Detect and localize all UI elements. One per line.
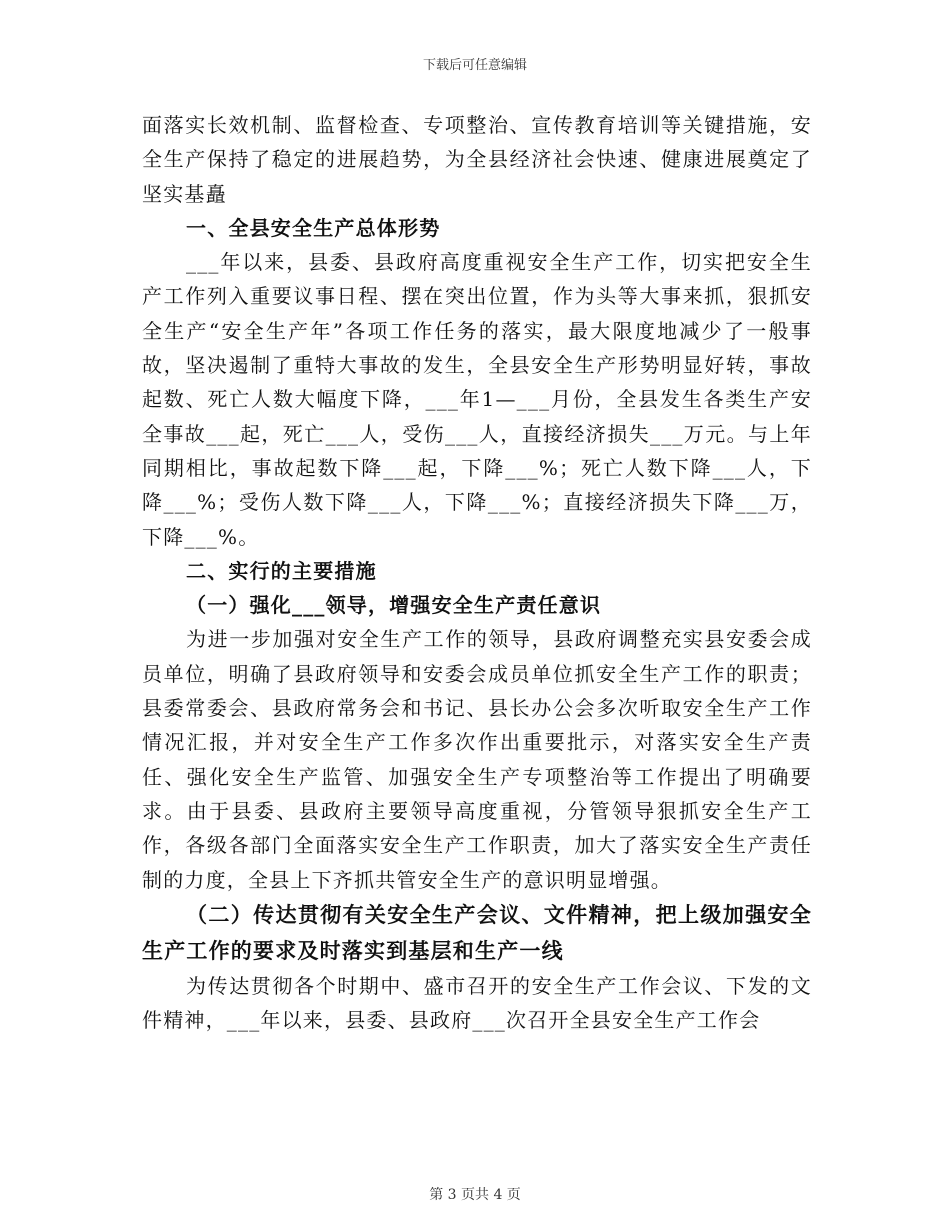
paragraph-intro: 面落实长效机制、监督检查、专项整治、宣传教育培训等关键措施，安全生产保持了稳定的进展趋势，为全县经济社会快速、健康进展奠定了坚实基矗 — [142, 113, 812, 206]
page-footer: 第 3 页共 4 页 — [429, 1187, 521, 1203]
document-body — [142, 108, 812, 1037]
paragraph-meetings: 为传达贯彻各个时期中、盛市召开的安全生产工作会议、下发的文件精神，___年以来，县委、县政府___次召开全县安全生产工作会 — [142, 973, 812, 1033]
paragraph-situation: ___年以来，县委、县政府高度重视安全生产工作，切实把安全生产工作列入重要议事日程、摆在突出位置，作为头等大事来抓，狠抓安全生产“安全生产年”各项工作任务的落实，最大限度地减少了一般事故，坚决遏制了重特大事故的发生，全县安全生产形势明显好转，事故起数、死亡人数大幅度下降，___年1—___月份，全县发生各类生产安全事故___起，死亡___人，受伤___人，直接经济损失___万元。与上年同期相比，事故起数下降___起，下降___%；死亡人数下降___人，下降___%；受伤人数下降___人，下降___%；直接经济损失下降___万，下降___%。 — [142, 250, 812, 549]
paragraph-leadership: 为进一步加强对安全生产工作的领导，县政府调整充实县安委会成员单位，明确了县政府领导和安委会成员单位抓安全生产工作的职责；县委常委会、县政府常务会和书记、县长办公会多次听取安全生产工作情况汇报，并对安全生产工作多次作出重要批示，对落实安全生产责任、强化安全生产监管、加强安全生产专项整治等工作提出了明确要求。由于县委、县政府主要领导高度重视，分管领导狠抓安全生产工作，各级各部门全面落实安全生产工作职责，加大了落实安全生产责任制的力度，全县上下齐抓共管安全生产的意识明显增强。 — [142, 627, 812, 892]
subsection-heading-1: （一）强化___领导，增强安全生产责任意识 — [186, 593, 602, 618]
section-heading-2: 二、实行的主要措施 — [186, 558, 377, 583]
section-heading-1: 一、全县安全生产总体形势 — [186, 215, 441, 240]
page-header: 下载后可任意编辑 — [422, 58, 527, 73]
subsection-heading-2: （二）传达贯彻有关安全生产会议、文件精神，把上级加强安全生产工作的要求及时落实到基层和生产一线 — [142, 901, 812, 963]
